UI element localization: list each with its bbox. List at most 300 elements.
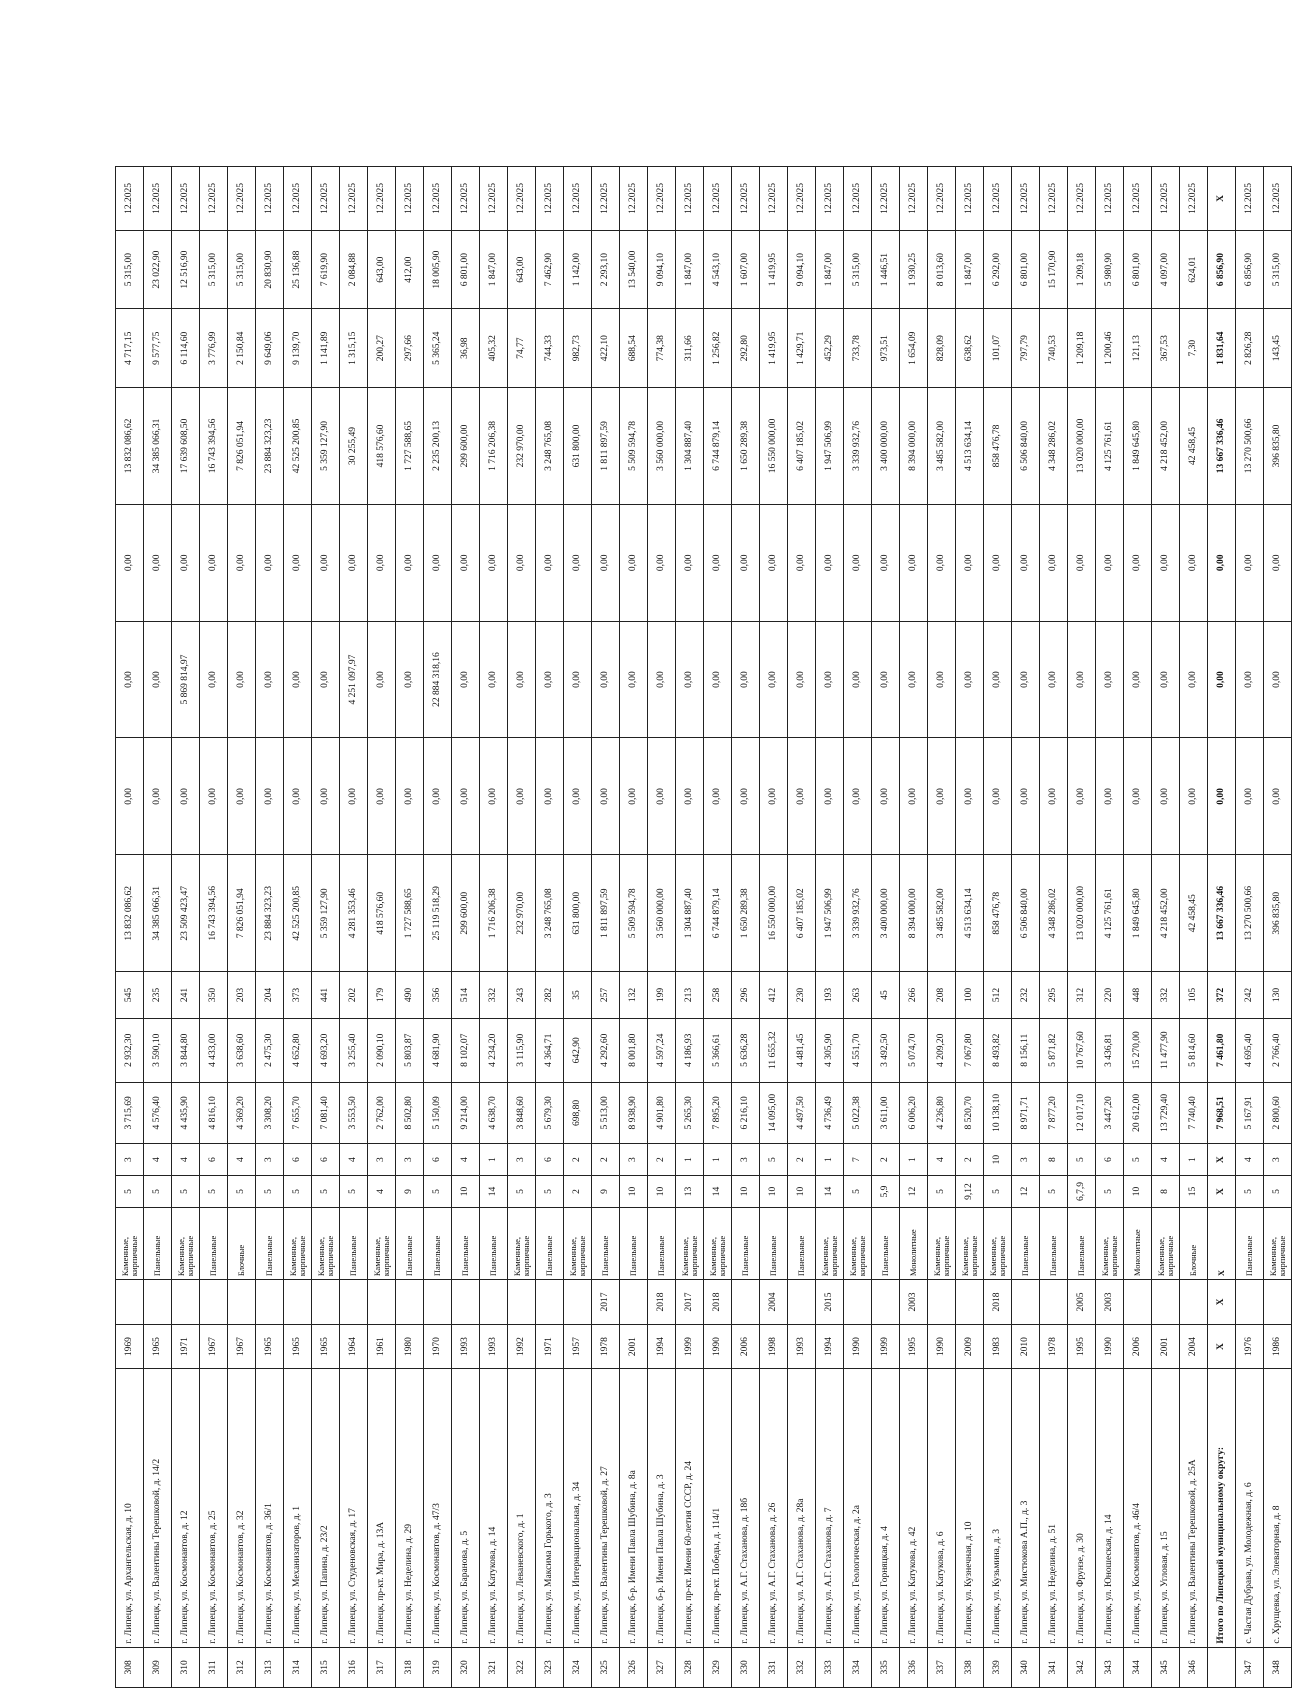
- max-cost-cell: 624,01: [1180, 230, 1208, 309]
- address-cell: г. Липецк, ул. А.Г. Стаханова, д. 7: [816, 1369, 844, 1647]
- table-row: [116, 167, 144, 1688]
- local-budget-cell: 0,00: [1180, 504, 1208, 621]
- local-budget-cell: 0,00: [956, 504, 984, 621]
- entrances-cell: 3: [620, 1144, 648, 1176]
- floors-cell: 5: [536, 1176, 564, 1208]
- entrances-cell: 1: [704, 1144, 732, 1176]
- total-area-cell: 3 611,00: [872, 1082, 900, 1144]
- total-cost-cell: 7 826 051,94: [228, 855, 256, 972]
- deadline-cell: 12.2025: [340, 167, 368, 231]
- address-cell: г. Липецк, б-р. Имени Павла Шубина, д. 3: [648, 1369, 676, 1647]
- owners-funds-cell: 1 716 206,38: [480, 388, 508, 505]
- unit-cost-cell: 311,66: [676, 309, 704, 388]
- total-area-cell: 4 638,70: [480, 1082, 508, 1144]
- entrances-cell: 2: [648, 1144, 676, 1176]
- entrances-cell: 5: [760, 1144, 788, 1176]
- year-built-cell: 2006: [732, 1324, 760, 1369]
- entrances-cell: 2: [956, 1144, 984, 1176]
- fund-cell: 0,00: [508, 738, 536, 855]
- wall-material-cell: Каменные, кирпичные: [844, 1207, 872, 1279]
- total-area-cell: 8 502,80: [396, 1082, 424, 1144]
- total-area-cell: 5 150,09: [424, 1082, 452, 1144]
- residents-cell: 514: [452, 972, 480, 1019]
- region-budget-cell: 0,00: [1264, 621, 1292, 738]
- local-budget-cell: 0,00: [536, 504, 564, 621]
- residents-cell: 132: [620, 972, 648, 1019]
- region-budget-cell: 22 884 318,16: [424, 621, 452, 738]
- residents-cell: 179: [368, 972, 396, 1019]
- region-budget-cell: 0,00: [1096, 621, 1124, 738]
- living-area-cell: 4 364,71: [536, 1018, 564, 1082]
- residents-cell: 448: [1124, 972, 1152, 1019]
- year-renovated-cell: [200, 1280, 228, 1325]
- region-budget-cell: 0,00: [592, 621, 620, 738]
- unit-cost-cell: 744,33: [536, 309, 564, 388]
- local-budget-cell: 0,00: [424, 504, 452, 621]
- deadline-cell: 12.2025: [788, 167, 816, 231]
- fund-cell: 0,00: [536, 738, 564, 855]
- floors-cell: X: [1208, 1176, 1236, 1208]
- table-row: [900, 167, 928, 1688]
- fund-cell: 0,00: [704, 738, 732, 855]
- unit-cost-cell: 121,13: [1124, 309, 1152, 388]
- deadline-cell: 12.2025: [928, 167, 956, 231]
- region-budget-cell: 0,00: [312, 621, 340, 738]
- max-cost-cell: 1 209,18: [1068, 230, 1096, 309]
- year-built-cell: 1999: [676, 1324, 704, 1369]
- total-cost-cell: 4 281 353,46: [340, 855, 368, 972]
- living-area-cell: 3 255,40: [340, 1018, 368, 1082]
- region-budget-cell: 5 869 814,97: [172, 621, 200, 738]
- year-renovated-cell: 2015: [816, 1280, 844, 1325]
- fund-cell: 0,00: [452, 738, 480, 855]
- table-row: [1236, 167, 1264, 1688]
- living-area-cell: 4 305,90: [816, 1018, 844, 1082]
- total-area-cell: 4 497,50: [788, 1082, 816, 1144]
- fund-cell: 0,00: [228, 738, 256, 855]
- wall-material-cell: Каменные, кирпичные: [816, 1207, 844, 1279]
- unit-cost-cell: 3 776,99: [200, 309, 228, 388]
- wall-material-cell: Монолитные: [1124, 1207, 1152, 1279]
- region-budget-cell: 0,00: [1152, 621, 1180, 738]
- total-area-cell: 7 877,20: [1040, 1082, 1068, 1144]
- entrances-cell: 7: [844, 1144, 872, 1176]
- row-number: 322: [508, 1647, 536, 1687]
- table-row: [508, 167, 536, 1688]
- deadline-cell: 12.2025: [172, 167, 200, 231]
- local-budget-cell: 0,00: [1264, 504, 1292, 621]
- total-cost-cell: 1 304 887,40: [676, 855, 704, 972]
- address-cell: с. Частая Дубрава, ул. Молодежная, д. 6: [1236, 1369, 1264, 1647]
- total-area-cell: 12 017,10: [1068, 1082, 1096, 1144]
- row-number: 337: [928, 1647, 956, 1687]
- address-cell: г. Липецк, ул. А.Г. Стаханова, д. 18б: [732, 1369, 760, 1647]
- unit-cost-cell: 1 419,95: [760, 309, 788, 388]
- year-built-cell: 2010: [1012, 1324, 1040, 1369]
- year-built-cell: 2004: [1180, 1324, 1208, 1369]
- year-renovated-cell: [1152, 1280, 1180, 1325]
- owners-funds-cell: 232 970,00: [508, 388, 536, 505]
- table-row: [564, 167, 592, 1688]
- residents-cell: 412: [760, 972, 788, 1019]
- row-number: 312: [228, 1647, 256, 1687]
- unit-cost-cell: 101,07: [984, 309, 1012, 388]
- address-cell: г. Липецк, ул. Валентины Терешковой, д. 14/2: [144, 1369, 172, 1647]
- region-budget-cell: 0,00: [452, 621, 480, 738]
- residents-cell: 203: [228, 972, 256, 1019]
- unit-cost-cell: 1 209,18: [1068, 309, 1096, 388]
- year-renovated-cell: [424, 1280, 452, 1325]
- local-budget-cell: 0,00: [256, 504, 284, 621]
- living-area-cell: 4 597,24: [648, 1018, 676, 1082]
- row-number: 325: [592, 1647, 620, 1687]
- total-cost-cell: 13 270 500,66: [1236, 855, 1264, 972]
- wall-material-cell: Каменные, кирпичные: [312, 1207, 340, 1279]
- wall-material-cell: Панельные: [760, 1207, 788, 1279]
- local-budget-cell: 0,00: [844, 504, 872, 621]
- table-row: [536, 167, 564, 1688]
- deadline-cell: 12.2025: [676, 167, 704, 231]
- max-cost-cell: 15 170,90: [1040, 230, 1068, 309]
- fund-cell: 0,00: [956, 738, 984, 855]
- total-area-cell: 3 848,60: [508, 1082, 536, 1144]
- row-number: 310: [172, 1647, 200, 1687]
- row-number: 339: [984, 1647, 1012, 1687]
- living-area-cell: 2 766,40: [1264, 1018, 1292, 1082]
- region-budget-cell: 0,00: [648, 621, 676, 738]
- row-number: 343: [1096, 1647, 1124, 1687]
- entrances-cell: 3: [732, 1144, 760, 1176]
- owners-funds-cell: 8 394 000,00: [900, 388, 928, 505]
- entrances-cell: 1: [1180, 1144, 1208, 1176]
- fund-cell: 0,00: [200, 738, 228, 855]
- entrances-cell: X: [1208, 1144, 1236, 1176]
- owners-funds-cell: 396 835,80: [1264, 388, 1292, 505]
- fund-cell: 0,00: [1236, 738, 1264, 855]
- total-area-cell: 3 715,69: [116, 1082, 144, 1144]
- total-cost-cell: 13 832 086,62: [116, 855, 144, 972]
- row-number: 327: [648, 1647, 676, 1687]
- address-cell: г. Липецк, ул. Фрунзе, д. 30: [1068, 1369, 1096, 1647]
- fund-cell: 0,00: [592, 738, 620, 855]
- deadline-cell: 12.2025: [116, 167, 144, 231]
- year-renovated-cell: [452, 1280, 480, 1325]
- total-cost-cell: 1 849 645,80: [1124, 855, 1152, 972]
- row-number: 317: [368, 1647, 396, 1687]
- owners-funds-cell: 42 525 200,85: [284, 388, 312, 505]
- deadline-cell: 12.2025: [1180, 167, 1208, 231]
- region-budget-cell: 0,00: [1208, 621, 1236, 738]
- residents-cell: 295: [1040, 972, 1068, 1019]
- year-built-cell: 2001: [1152, 1324, 1180, 1369]
- local-budget-cell: 0,00: [1124, 504, 1152, 621]
- row-number: 318: [396, 1647, 424, 1687]
- year-renovated-cell: [1012, 1280, 1040, 1325]
- year-built-cell: 1961: [368, 1324, 396, 1369]
- floors-cell: 5: [312, 1176, 340, 1208]
- max-cost-cell: 1 419,95: [760, 230, 788, 309]
- floors-cell: 14: [704, 1176, 732, 1208]
- owners-funds-cell: 23 884 323,23: [256, 388, 284, 505]
- year-built-cell: 1957: [564, 1324, 592, 1369]
- deadline-cell: 12.2025: [480, 167, 508, 231]
- region-budget-cell: 0,00: [732, 621, 760, 738]
- entrances-cell: 2: [788, 1144, 816, 1176]
- living-area-cell: 4 652,80: [284, 1018, 312, 1082]
- owners-funds-cell: 418 576,60: [368, 388, 396, 505]
- year-built-cell: 1993: [452, 1324, 480, 1369]
- row-number: 347: [1236, 1647, 1264, 1687]
- total-cost-cell: 23 509 423,47: [172, 855, 200, 972]
- row-number: 323: [536, 1647, 564, 1687]
- fund-cell: 0,00: [816, 738, 844, 855]
- total-area-cell: 4 816,10: [200, 1082, 228, 1144]
- year-renovated-cell: 2003: [1096, 1280, 1124, 1325]
- living-area-cell: 15 270,00: [1124, 1018, 1152, 1082]
- row-number: 329: [704, 1647, 732, 1687]
- owners-funds-cell: 4 348 286,02: [1040, 388, 1068, 505]
- address-cell: г. Липецк, ул. Катукова, д. 14: [480, 1369, 508, 1647]
- total-area-cell: 2 800,60: [1264, 1082, 1292, 1144]
- table-row: [340, 167, 368, 1688]
- local-budget-cell: 0,00: [760, 504, 788, 621]
- total-cost-cell: 4 348 286,02: [1040, 855, 1068, 972]
- address-cell: г. Липецк, ул. Неделина, д. 51: [1040, 1369, 1068, 1647]
- region-budget-cell: 0,00: [1040, 621, 1068, 738]
- wall-material-cell: Каменные, кирпичные: [1264, 1207, 1292, 1279]
- max-cost-cell: 1 930,25: [900, 230, 928, 309]
- total-area-cell: 5 513,00: [592, 1082, 620, 1144]
- wall-material-cell: Панельные: [592, 1207, 620, 1279]
- deadline-cell: 12.2025: [312, 167, 340, 231]
- year-built-cell: 2009: [956, 1324, 984, 1369]
- local-budget-cell: 0,00: [1236, 504, 1264, 621]
- address-cell: г. Липецк, ул. Космонавтов, д. 25: [200, 1369, 228, 1647]
- max-cost-cell: 9 094,10: [788, 230, 816, 309]
- table-row: [1264, 167, 1292, 1688]
- wall-material-cell: Панельные: [1068, 1207, 1096, 1279]
- local-budget-cell: 0,00: [144, 504, 172, 621]
- region-budget-cell: 0,00: [788, 621, 816, 738]
- year-renovated-cell: [396, 1280, 424, 1325]
- fund-cell: 0,00: [760, 738, 788, 855]
- unit-cost-cell: 143,45: [1264, 309, 1292, 388]
- deadline-cell: 12.2025: [564, 167, 592, 231]
- wall-material-cell: Панельные: [788, 1207, 816, 1279]
- floors-cell: 5: [928, 1176, 956, 1208]
- floors-cell: 6,7,9: [1068, 1176, 1096, 1208]
- residents-cell: 373: [284, 972, 312, 1019]
- living-area-cell: 11 477,90: [1152, 1018, 1180, 1082]
- floors-cell: 5: [144, 1176, 172, 1208]
- entrances-cell: 2: [872, 1144, 900, 1176]
- region-budget-cell: 0,00: [872, 621, 900, 738]
- row-number: 332: [788, 1647, 816, 1687]
- fund-cell: 0,00: [284, 738, 312, 855]
- row-number: 328: [676, 1647, 704, 1687]
- total-area-cell: 20 612,00: [1124, 1082, 1152, 1144]
- fund-cell: 0,00: [620, 738, 648, 855]
- address-cell: г. Липецк, ул. А.Г. Стаханова, д. 28а: [788, 1369, 816, 1647]
- living-area-cell: 4 693,20: [312, 1018, 340, 1082]
- floors-cell: 9: [396, 1176, 424, 1208]
- owners-funds-cell: 34 385 066,31: [144, 388, 172, 505]
- total-area-cell: 2 762,00: [368, 1082, 396, 1144]
- local-budget-cell: 0,00: [1208, 504, 1236, 621]
- wall-material-cell: Каменные, кирпичные: [284, 1207, 312, 1279]
- total-cost-cell: 13 020 000,00: [1068, 855, 1096, 972]
- fund-cell: 0,00: [172, 738, 200, 855]
- fund-cell: 0,00: [928, 738, 956, 855]
- year-built-cell: 1995: [1068, 1324, 1096, 1369]
- local-budget-cell: 0,00: [900, 504, 928, 621]
- wall-material-cell: Каменные, кирпичные: [984, 1207, 1012, 1279]
- local-budget-cell: 0,00: [1068, 504, 1096, 621]
- owners-funds-cell: 4 125 761,61: [1096, 388, 1124, 505]
- table-row: [704, 167, 732, 1688]
- entrances-cell: 6: [424, 1144, 452, 1176]
- living-area-cell: 5 803,87: [396, 1018, 424, 1082]
- table-row: [1068, 167, 1096, 1688]
- unit-cost-cell: 1 654,09: [900, 309, 928, 388]
- table-row: [144, 167, 172, 1688]
- max-cost-cell: 1 847,00: [816, 230, 844, 309]
- fund-cell: 0,00: [368, 738, 396, 855]
- local-budget-cell: 0,00: [368, 504, 396, 621]
- total-cost-cell: 418 576,60: [368, 855, 396, 972]
- deadline-cell: 12.2025: [424, 167, 452, 231]
- entrances-cell: 5: [1068, 1144, 1096, 1176]
- wall-material-cell: Каменные, кирпичные: [1152, 1207, 1180, 1279]
- entrances-cell: 10: [984, 1144, 1012, 1176]
- living-area-cell: 4 186,93: [676, 1018, 704, 1082]
- unit-cost-cell: 638,62: [956, 309, 984, 388]
- residents-cell: 35: [564, 972, 592, 1019]
- living-area-cell: 11 655,32: [760, 1018, 788, 1082]
- year-renovated-cell: [1040, 1280, 1068, 1325]
- row-number: 308: [116, 1647, 144, 1687]
- year-renovated-cell: [312, 1280, 340, 1325]
- deadline-cell: X: [1208, 167, 1236, 231]
- address-cell: г. Липецк, ул. Мистюкова А.П., д. 3: [1012, 1369, 1040, 1647]
- total-area-cell: 6 216,10: [732, 1082, 760, 1144]
- total-cost-cell: 34 385 066,31: [144, 855, 172, 972]
- region-budget-cell: 0,00: [116, 621, 144, 738]
- region-budget-cell: 0,00: [480, 621, 508, 738]
- total-cost-cell: 396 835,80: [1264, 855, 1292, 972]
- address-cell: с. Хрущевка, ул. Элеваторная, д. 8: [1264, 1369, 1292, 1647]
- total-cost-cell: 232 970,00: [508, 855, 536, 972]
- year-built-cell: X: [1208, 1324, 1236, 1369]
- local-budget-cell: 0,00: [732, 504, 760, 621]
- total-area-cell: 5 679,30: [536, 1082, 564, 1144]
- wall-material-cell: Каменные, кирпичные: [172, 1207, 200, 1279]
- max-cost-cell: 1 847,00: [480, 230, 508, 309]
- owners-funds-cell: 6 744 879,14: [704, 388, 732, 505]
- residents-cell: 263: [844, 972, 872, 1019]
- entrances-cell: 4: [228, 1144, 256, 1176]
- address-cell: г. Липецк, ул. Кузьмина, д. 3: [984, 1369, 1012, 1647]
- max-cost-cell: 1 446,51: [872, 230, 900, 309]
- total-area-cell: 7 655,70: [284, 1082, 312, 1144]
- local-budget-cell: 0,00: [1152, 504, 1180, 621]
- total-area-cell: 14 095,00: [760, 1082, 788, 1144]
- row-number: 334: [844, 1647, 872, 1687]
- year-built-cell: 1999: [872, 1324, 900, 1369]
- owners-funds-cell: 6 506 840,00: [1012, 388, 1040, 505]
- max-cost-cell: 6 801,00: [1124, 230, 1152, 309]
- row-number: 321: [480, 1647, 508, 1687]
- residents-cell: 296: [732, 972, 760, 1019]
- max-cost-cell: 4 097,00: [1152, 230, 1180, 309]
- deadline-cell: 12.2025: [648, 167, 676, 231]
- wall-material-cell: Панельные: [396, 1207, 424, 1279]
- year-built-cell: 1995: [900, 1324, 928, 1369]
- total-cost-cell: 16 743 394,56: [200, 855, 228, 972]
- deadline-cell: 12.2025: [816, 167, 844, 231]
- deadline-cell: 12.2025: [1236, 167, 1264, 231]
- deadline-cell: 12.2025: [1152, 167, 1180, 231]
- row-number: 333: [816, 1647, 844, 1687]
- total-cost-cell: 25 119 518,29: [424, 855, 452, 972]
- total-cost-cell: 1 947 506,99: [816, 855, 844, 972]
- wall-material-cell: Панельные: [256, 1207, 284, 1279]
- owners-funds-cell: 2 235 200,13: [424, 388, 452, 505]
- floors-cell: 5: [1236, 1176, 1264, 1208]
- wall-material-cell: Панельные: [200, 1207, 228, 1279]
- residents-cell: 372: [1208, 972, 1236, 1019]
- total-cost-cell: 1 716 206,38: [480, 855, 508, 972]
- residents-cell: 266: [900, 972, 928, 1019]
- table-row: [956, 167, 984, 1688]
- fund-cell: 0,00: [1264, 738, 1292, 855]
- fund-cell: 0,00: [676, 738, 704, 855]
- fund-cell: 0,00: [1068, 738, 1096, 855]
- wall-material-cell: Панельные: [480, 1207, 508, 1279]
- unit-cost-cell: 1 141,89: [312, 309, 340, 388]
- year-renovated-cell: X: [1208, 1280, 1236, 1325]
- row-number: 309: [144, 1647, 172, 1687]
- deadline-cell: 12.2025: [368, 167, 396, 231]
- residents-cell: 208: [928, 972, 956, 1019]
- living-area-cell: 642,90: [564, 1018, 592, 1082]
- address-cell: г. Липецк, пр-кт. Имени 60-летия СССР, д. 24: [676, 1369, 704, 1647]
- year-built-cell: 2001: [620, 1324, 648, 1369]
- local-budget-cell: 0,00: [1040, 504, 1068, 621]
- total-cost-cell: 5 509 594,78: [620, 855, 648, 972]
- owners-funds-cell: 3 485 582,00: [928, 388, 956, 505]
- living-area-cell: 4 681,90: [424, 1018, 452, 1082]
- max-cost-cell: 1 607,00: [732, 230, 760, 309]
- living-area-cell: 4 551,70: [844, 1018, 872, 1082]
- max-cost-cell: 20 830,90: [256, 230, 284, 309]
- year-renovated-cell: [1124, 1280, 1152, 1325]
- owners-funds-cell: 299 600,00: [452, 388, 480, 505]
- year-built-cell: 1993: [788, 1324, 816, 1369]
- living-area-cell: 2 090,10: [368, 1018, 396, 1082]
- year-built-cell: 1990: [704, 1324, 732, 1369]
- year-built-cell: 1967: [200, 1324, 228, 1369]
- deadline-cell: 12.2025: [620, 167, 648, 231]
- entrances-cell: 1: [480, 1144, 508, 1176]
- total-cost-cell: 1 811 897,59: [592, 855, 620, 972]
- entrances-cell: 2: [592, 1144, 620, 1176]
- address-cell: г. Липецк, ул. Юношеская, д. 14: [1096, 1369, 1124, 1647]
- max-cost-cell: 643,00: [368, 230, 396, 309]
- wall-material-cell: Каменные, кирпичные: [368, 1207, 396, 1279]
- year-built-cell: 1990: [1096, 1324, 1124, 1369]
- table-row: [928, 167, 956, 1688]
